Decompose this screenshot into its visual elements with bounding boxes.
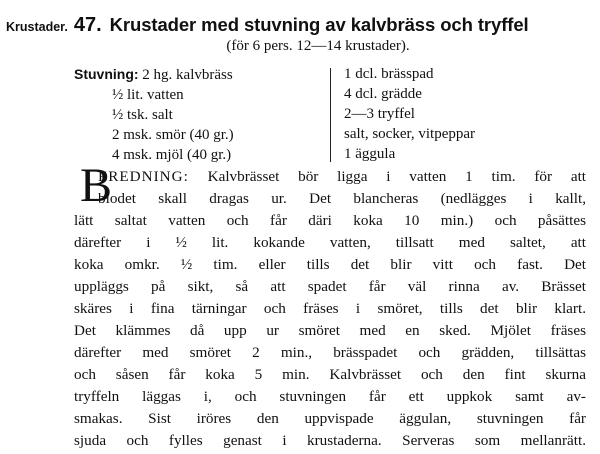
- ingredient-item: [74, 64, 329, 85]
- ingredient-item: [74, 85, 329, 105]
- instruction-line: skäres i fina tärningar och fräses i smöret, tills det blir klart.: [74, 300, 586, 317]
- instruction-line: sjuda och fylles genast i krustaderna. Serveras som mellanrätt.: [74, 432, 586, 449]
- recipe-title: Krustader med stuvning av kalvbräss och tryffel: [109, 14, 529, 35]
- instruction-line: [74, 166, 586, 188]
- column-divider: [330, 68, 331, 162]
- ingredient-text: ½ lit. vatten: [112, 87, 184, 103]
- ingredient-item: [74, 105, 329, 125]
- ingredient-item: 1 dcl. brässpad: [344, 66, 434, 82]
- drop-cap: B: [80, 159, 113, 212]
- instructions-text: [74, 166, 586, 452]
- ingredient-text: 4 msk. mjöl (40 gr.): [112, 147, 232, 163]
- ingredients-block: [74, 64, 534, 164]
- ingredients-left-column: [74, 64, 329, 165]
- instruction-line: Det klämmes då upp ur smöret med en sked. Mjölet fräses: [74, 322, 586, 339]
- instruction-line: smakas. Sist iröres den uppvispade äggulan, stuvningen får: [74, 410, 586, 427]
- ingredient-item: salt, socker, vitpeppar: [344, 126, 476, 142]
- ingredient-item: 2—3 tryffel: [344, 106, 415, 122]
- section-tag: Krustader.: [6, 20, 68, 34]
- instruction-line: därefter med smöret 2 min., brässpadet och grädden, tillsättas: [74, 344, 586, 361]
- instruction-line-text: Kalvbrässet bör ligga i vatten 1 tim. för att: [207, 168, 587, 185]
- instruction-line: koka omkr. ½ tim. eller tills det blir vitt och fast. Det: [74, 256, 586, 273]
- recipe-subtitle: (för 6 pers. 12—14 krustader).: [226, 38, 410, 54]
- instruction-line: och såsen får koka 5 min. Kalvbrässet och den fint skurna: [74, 366, 586, 383]
- ingredient-item: [74, 145, 329, 165]
- ingredient-item: 1 äggula: [344, 146, 396, 162]
- ingredient-text: 2 hg. kalvbräss: [142, 67, 233, 83]
- ingredient-item: 4 dcl. grädde: [344, 86, 422, 102]
- ingredient-item: [74, 125, 329, 145]
- ingredients-right-column: [344, 64, 544, 164]
- lead-word: EREDNING:: [98, 168, 189, 185]
- instruction-line: blodet skall dragas ur. Det blancheras (nedlägges i kallt,: [98, 190, 586, 207]
- instruction-line: lätt saltat vatten och får däri koka 10 min.) och påsättes: [74, 212, 586, 229]
- ingredient-text: 2 msk. smör (40 gr.): [112, 127, 234, 143]
- instruction-line: tryffeln läggas i, och stuvningen får ett uppkok samt av-: [74, 388, 586, 405]
- ingredients-label: Stuvning:: [74, 66, 139, 82]
- recipe-number: 47.: [73, 14, 102, 36]
- recipe-header: [6, 14, 596, 38]
- instruction-line: därefter i ½ lit. kokande vatten, tillsatt med saltet, att: [74, 234, 586, 251]
- instruction-line: uppläggs på sikt, så att spadet får väl rinna av. Brässet: [74, 278, 586, 295]
- ingredient-text: ½ tsk. salt: [112, 107, 173, 123]
